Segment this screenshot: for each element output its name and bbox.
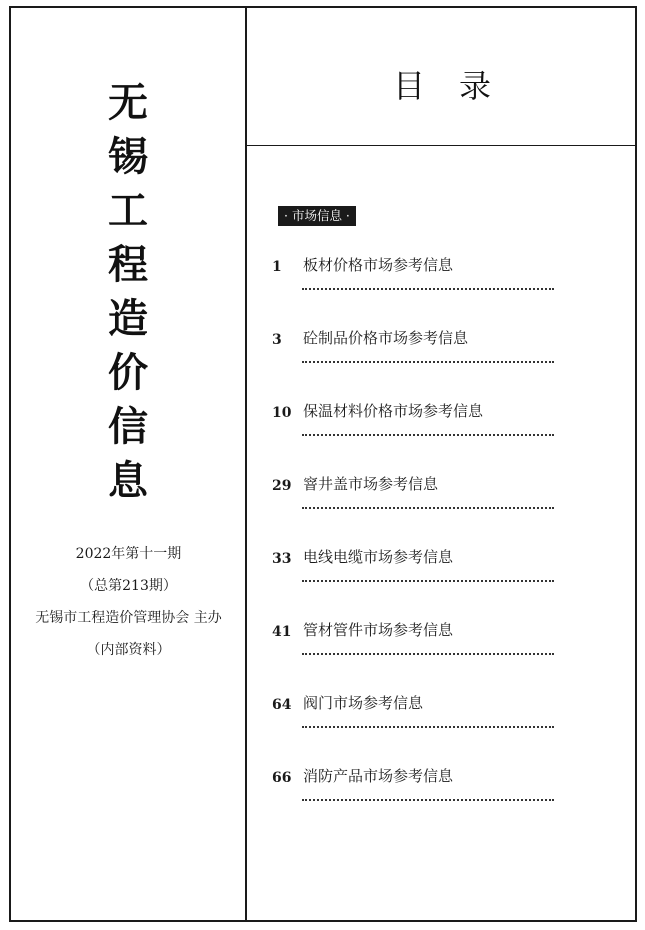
toc-title: 电线电缆市场参考信息 [303, 548, 454, 566]
toc-title: 管材管件市场参考信息 [303, 621, 454, 639]
toc-item[interactable] [272, 544, 562, 617]
heading-divider [247, 145, 637, 146]
internal-note: （内部资料） [86, 642, 171, 658]
publication-title [100, 76, 156, 508]
dotted-leader [302, 799, 554, 801]
column-divider [245, 6, 247, 922]
toc-item[interactable] [272, 471, 562, 544]
title-char: 工 [108, 187, 148, 234]
title-char: 息 [108, 457, 148, 504]
dotted-leader [302, 434, 554, 436]
title-char: 锡 [108, 133, 148, 180]
toc-page-number: 66 [272, 770, 292, 786]
toc-item[interactable] [272, 252, 562, 325]
toc-item[interactable] [272, 763, 562, 836]
toc-page-number: 41 [272, 624, 292, 640]
dotted-leader [302, 726, 554, 728]
dotted-leader [302, 507, 554, 509]
toc-page-number: 3 [272, 332, 282, 348]
toc-title: 消防产品市场参考信息 [303, 767, 454, 785]
toc-item[interactable] [272, 325, 562, 398]
dotted-leader [302, 288, 554, 290]
toc-page-number: 10 [272, 405, 292, 421]
title-char: 造 [108, 295, 148, 342]
dotted-leader [302, 653, 554, 655]
dotted-leader [302, 580, 554, 582]
toc-title: 板材价格市场参考信息 [303, 256, 454, 274]
toc-item[interactable] [272, 617, 562, 690]
toc-title: 窨井盖市场参考信息 [303, 475, 439, 493]
total-issue: （总第213期） [80, 578, 177, 594]
toc-item[interactable] [272, 690, 562, 763]
title-char: 无 [108, 79, 148, 126]
title-char: 价 [108, 349, 148, 396]
toc-page-number: 33 [272, 551, 292, 567]
section-tag: · 市场信息 · [278, 206, 356, 226]
toc-page-number: 64 [272, 697, 292, 713]
toc-title: 砼制品价格市场参考信息 [303, 329, 469, 347]
toc-item[interactable] [272, 398, 562, 471]
toc-list [272, 252, 562, 836]
toc-title: 保温材料价格市场参考信息 [303, 402, 484, 420]
toc-page-number: 1 [272, 259, 282, 275]
issue-info [12, 538, 245, 666]
dotted-leader [302, 361, 554, 363]
sponsor: 无锡市工程造价管理协会 主办 [35, 610, 222, 626]
toc-page-number: 29 [272, 478, 292, 494]
toc-heading: 目录 [392, 67, 525, 105]
issue-line: 2022年第十一期 [75, 546, 182, 562]
toc-title: 阀门市场参考信息 [303, 694, 424, 712]
title-char: 程 [108, 241, 148, 288]
title-char: 信 [108, 403, 148, 450]
